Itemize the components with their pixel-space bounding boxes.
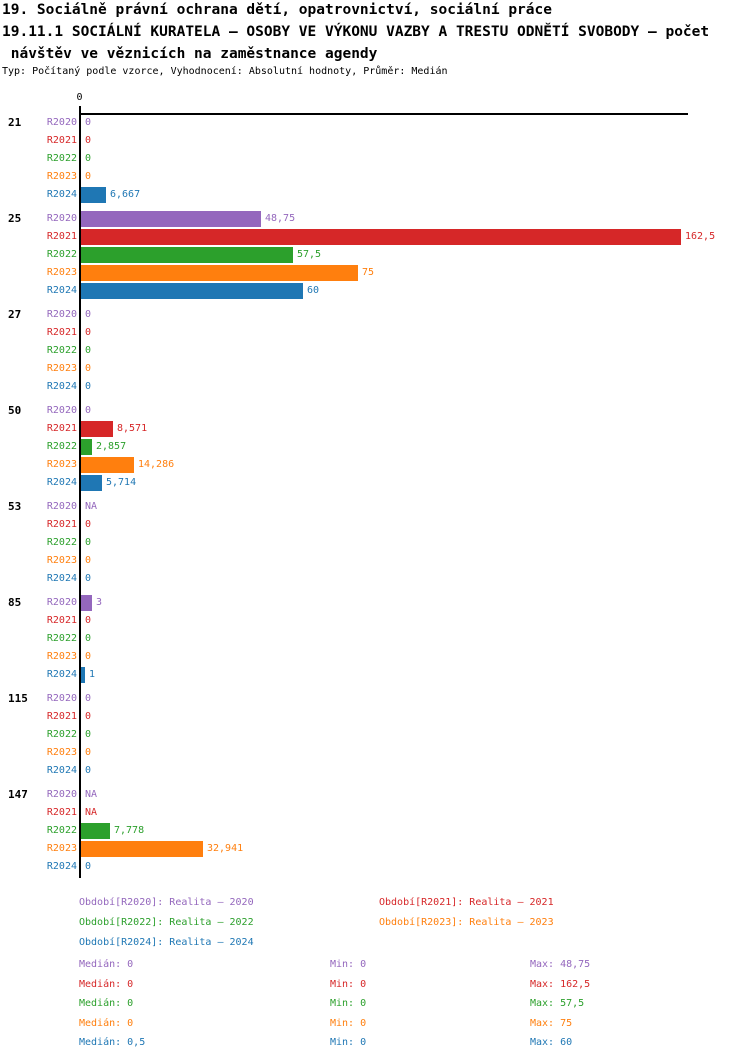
value-label: 57,5 [297, 249, 322, 260]
group-label: 25 [8, 212, 22, 225]
value-label: 60 [307, 285, 320, 296]
legend-item: Období[R2023]: Realita – 2023 [379, 917, 554, 928]
bar [81, 229, 681, 245]
value-label: 0 [85, 345, 92, 356]
series-row-label: R2023 [46, 171, 77, 182]
x-axis-zero-tick-label: 0 [76, 92, 83, 103]
series-row-label: R2020 [46, 597, 77, 608]
series-row-label: R2024 [46, 765, 77, 776]
legend-item: Období[R2022]: Realita – 2022 [79, 917, 254, 928]
value-label: 48,75 [265, 213, 296, 224]
series-row-label: R2023 [46, 363, 77, 374]
group-label: 21 [8, 116, 22, 129]
series-row-label: R2020 [46, 501, 77, 512]
value-label: 1 [89, 669, 96, 680]
stat-min: Min: 0 [330, 1037, 367, 1048]
stat-median: Medián: 0,5 [79, 1037, 146, 1048]
bar [81, 823, 110, 839]
series-row-label: R2023 [46, 459, 77, 470]
group-label: 147 [8, 788, 28, 801]
series-row-label: R2024 [46, 861, 77, 872]
series-row-label: R2022 [46, 537, 77, 548]
value-label: 0 [85, 633, 92, 644]
series-row-label: R2021 [46, 327, 77, 338]
value-label: 0 [85, 327, 92, 338]
legend-item: Období[R2020]: Realita – 2020 [79, 897, 254, 908]
series-row-label: R2022 [46, 729, 77, 740]
value-label: 2,857 [96, 441, 127, 452]
value-label: 6,667 [110, 189, 141, 200]
bar [81, 595, 92, 611]
value-label: 0 [85, 135, 92, 146]
bar [81, 187, 106, 203]
stat-max: Max: 57,5 [530, 998, 585, 1009]
value-label: 0 [85, 519, 92, 530]
series-row-label: R2024 [46, 477, 77, 488]
report-title-line3: návštěv ve věznicích na zaměstnance agendy [2, 46, 378, 62]
series-row-label: R2020 [46, 405, 77, 416]
value-label: 0 [85, 693, 92, 704]
series-row-label: R2023 [46, 843, 77, 854]
value-label: 0 [85, 537, 92, 548]
series-row-label: R2021 [46, 519, 77, 530]
value-label: 14,286 [138, 459, 175, 470]
series-row-label: R2020 [46, 693, 77, 704]
value-label: 0 [85, 363, 92, 374]
series-row-label: R2022 [46, 633, 77, 644]
report-subtitle: Typ: Počítaný podle vzorce, Vyhodnocení: Absolutní hodnoty, Průměr: Medián [2, 66, 448, 77]
value-label: 0 [85, 651, 92, 662]
value-label: 0 [85, 573, 92, 584]
series-row-label: R2021 [46, 231, 77, 242]
value-label: 0 [85, 381, 92, 392]
series-row-label: R2024 [46, 669, 77, 680]
group-label: 53 [8, 500, 22, 513]
bar [81, 421, 113, 437]
series-row-label: R2023 [46, 555, 77, 566]
report-title-line2: 19.11.1 SOCIÁLNÍ KURATELA – OSOBY VE VÝKONU VAZBY A TRESTU ODNĚTÍ SVOBODY – počet [2, 24, 710, 40]
series-row-label: R2020 [46, 213, 77, 224]
value-label: 0 [85, 615, 92, 626]
x-axis-line [79, 113, 688, 115]
value-label: 0 [85, 405, 92, 416]
series-row-label: R2024 [46, 189, 77, 200]
value-label: 0 [85, 117, 92, 128]
value-label: 5,714 [106, 477, 137, 488]
legend-item: Období[R2024]: Realita – 2024 [79, 937, 254, 948]
group-label: 50 [8, 404, 22, 417]
stat-max: Max: 60 [530, 1037, 573, 1048]
value-label: 0 [85, 765, 92, 776]
value-label: 0 [85, 309, 92, 320]
value-label: 162,5 [685, 231, 716, 242]
stat-min: Min: 0 [330, 998, 367, 1009]
value-label: NA [85, 807, 98, 818]
value-label: 0 [85, 711, 92, 722]
series-row-label: R2021 [46, 615, 77, 626]
group-label: 115 [8, 692, 28, 705]
series-row-label: R2021 [46, 135, 77, 146]
value-label: NA [85, 789, 98, 800]
value-label: NA [85, 501, 98, 512]
series-row-label: R2024 [46, 285, 77, 296]
series-row-label: R2020 [46, 789, 77, 800]
stat-max: Max: 162,5 [530, 979, 591, 990]
stat-median: Medián: 0 [79, 979, 134, 990]
series-row-label: R2022 [46, 153, 77, 164]
bar [81, 247, 293, 263]
value-label: 8,571 [117, 423, 148, 434]
series-row-label: R2022 [46, 345, 77, 356]
stat-median: Medián: 0 [79, 959, 134, 970]
bar [81, 439, 92, 455]
stat-median: Medián: 0 [79, 998, 134, 1009]
series-row-label: R2022 [46, 249, 77, 260]
value-label: 0 [85, 729, 92, 740]
value-label: 75 [362, 267, 375, 278]
stat-min: Min: 0 [330, 1018, 367, 1029]
bar [81, 841, 203, 857]
series-row-label: R2021 [46, 423, 77, 434]
group-label: 27 [8, 308, 22, 321]
series-row-label: R2021 [46, 711, 77, 722]
bar [81, 211, 261, 227]
value-label: 0 [85, 171, 92, 182]
series-row-label: R2023 [46, 651, 77, 662]
series-row-label: R2023 [46, 747, 77, 758]
series-row-label: R2024 [46, 573, 77, 584]
bar [81, 283, 303, 299]
value-label: 7,778 [114, 825, 145, 836]
bar [81, 265, 358, 281]
stat-min: Min: 0 [330, 979, 367, 990]
group-label: 85 [8, 596, 22, 609]
stat-median: Medián: 0 [79, 1018, 134, 1029]
stat-min: Min: 0 [330, 959, 367, 970]
value-label: 3 [96, 597, 103, 608]
series-row-label: R2022 [46, 825, 77, 836]
series-row-label: R2020 [46, 309, 77, 320]
series-row-label: R2020 [46, 117, 77, 128]
stat-max: Max: 48,75 [530, 959, 591, 970]
value-label: 0 [85, 861, 92, 872]
series-row-label: R2023 [46, 267, 77, 278]
value-label: 0 [85, 747, 92, 758]
series-row-label: R2021 [46, 807, 77, 818]
stat-max: Max: 75 [530, 1018, 573, 1029]
value-label: 0 [85, 555, 92, 566]
bar [81, 457, 134, 473]
series-row-label: R2024 [46, 381, 77, 392]
value-label: 0 [85, 153, 92, 164]
series-row-label: R2022 [46, 441, 77, 452]
bar [81, 667, 85, 683]
report-title-line1: 19. Sociálně právní ochrana dětí, opatrovnictví, sociální práce [2, 2, 552, 18]
legend-item: Období[R2021]: Realita – 2021 [379, 897, 554, 908]
bar [81, 475, 102, 491]
value-label: 32,941 [207, 843, 244, 854]
